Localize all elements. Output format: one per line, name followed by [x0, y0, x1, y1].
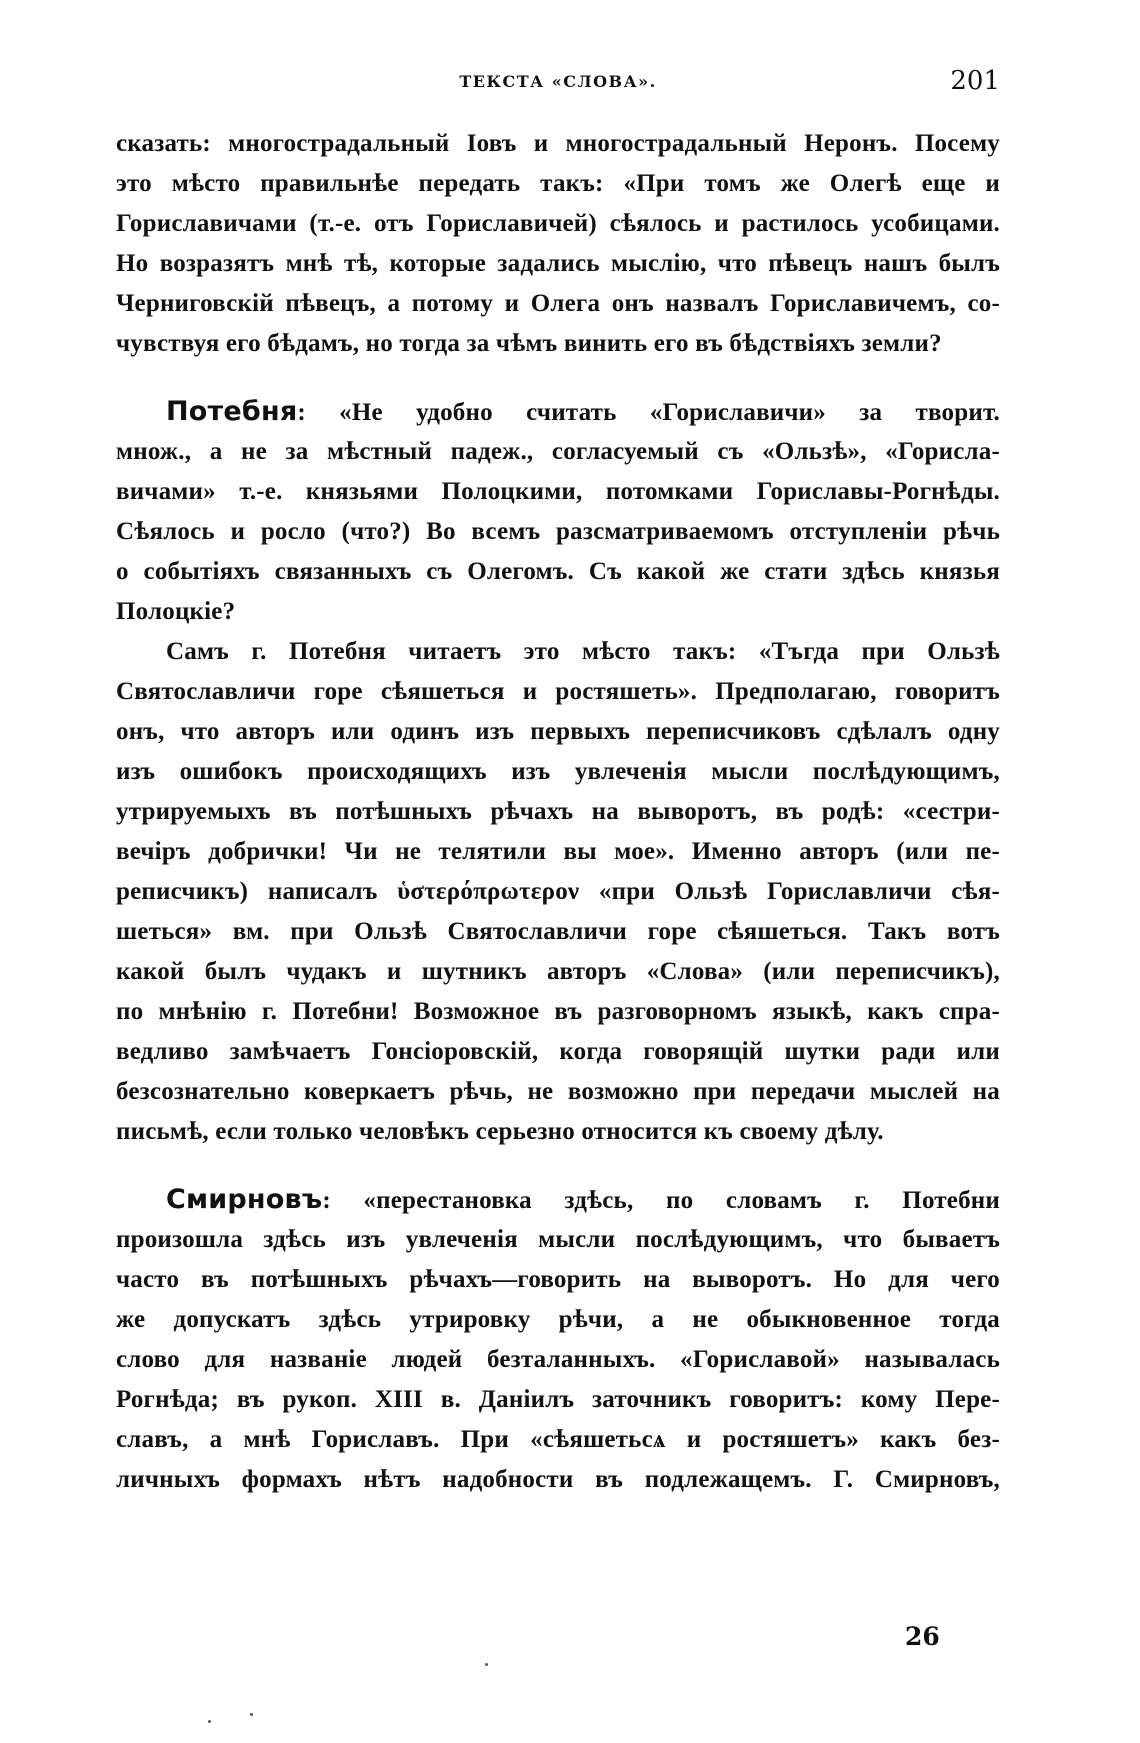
text-line: Полоцкіе? [116, 598, 236, 625]
text-line: чувствуя его бѣдамъ, но тогда за чѣмъ винить его въ бѣдствіяхъ земли? [116, 330, 942, 357]
paragraph-smirnov [116, 1180, 1000, 1500]
text-line: личныхъ формахъ нѣтъ надобности въ подлежащемъ. Г. Смирновъ, [116, 1466, 1000, 1493]
text-line: Святославличи горе сѣяшеться и ростяшеть». Предполагаю, говоритъ [116, 678, 1000, 705]
print-speck [250, 1713, 253, 1716]
page-number: 201 [950, 66, 1000, 96]
speaker-line-rest: : «Не удобно считать «Гориславичи» за творит. [297, 399, 1000, 426]
text-line: сказать: многострадальный Іовъ и многострадальный Неронъ. Посему [116, 130, 1000, 157]
text-line: слово для названіе людей безталанныхъ. «Гориславой» называлась [116, 1346, 1000, 1373]
text-line: онъ, что авторъ или одинъ изъ первыхъ переписчиковъ сдѣлалъ одну [116, 718, 1000, 745]
speaker-line [116, 392, 1000, 432]
paragraph-gap [116, 364, 1000, 392]
text-line: по мнѣнію г. Потебни! Возможное въ разговорномъ языкѣ, какъ спра- [116, 998, 1000, 1025]
text-line: же допускатъ здѣсь утрировку рѣчи, а не обыкновенное тогда [116, 1306, 1000, 1333]
text-line: письмѣ, если только человѣкъ серьезно относится къ своему дѣлу. [116, 1118, 884, 1145]
text-line: ведливо замѣчаетъ Гонсіоровскій, когда говорящій шутки ради или [116, 1038, 1000, 1065]
text-line: какой былъ чудакъ и шутникъ авторъ «Слова» (или переписчикъ), [116, 958, 1000, 985]
text-line: Самъ г. Потебня читаетъ это мѣсто такъ: «Тъгда при Ользѣ [166, 638, 1000, 665]
text-line: безсознательно коверкаетъ рѣчь, не возможно при передачи мыслей на [116, 1078, 1000, 1105]
text-line: шеться» вм. при Ользѣ Святославличи горе сѣяшеться. Такъ вотъ [116, 918, 1000, 945]
speaker-line [116, 1180, 1000, 1220]
text-line: вечіръ добрички! Чи не телятили вы мое». Именно авторъ (или пе- [116, 838, 1000, 865]
page-header [116, 66, 1000, 106]
text-line: вичами» т.-е. князьями Полоцкими, потомками Гориславы-Рогнѣды. [116, 478, 1000, 505]
text-line: изъ ошибокъ происходящихъ изъ увлеченія мысли послѣдующимъ, [116, 758, 1000, 785]
text-line: это мѣсто правильнѣе передать такъ: «При томъ же Олегѣ еще и [116, 170, 1000, 197]
text-line: Черниговскій пѣвецъ, а потому и Олега онъ назвалъ Гориславичемъ, со- [116, 290, 1000, 317]
body-text [116, 124, 1000, 1500]
text-line: о событіяхъ связанныхъ съ Олегомъ. Съ какой же стати здѣсь князья [116, 558, 1000, 585]
text-line: Но возразятъ мнѣ тѣ, которые задались мыслію, что пѣвецъ нашъ былъ [116, 250, 1000, 277]
text-line: Сѣялось и росло (что?) Во всемъ разсматриваемомъ отступленіи рѣчь [116, 518, 1000, 545]
text-line: славъ, а мнѣ Гориславъ. При «сѣяшетьсѧ и ростяшетъ» какъ без- [116, 1426, 1000, 1453]
speaker-name: Потебня [166, 396, 298, 427]
text-line: реписчикъ) написалъ ὑστερόπρωτερον «при Ользѣ Гориславличи сѣя- [116, 878, 1000, 905]
signature-mark: 26 [905, 1622, 940, 1651]
text-line: часто въ потѣшныхъ рѣчахъ—говорить на выворотъ. Но для чего [116, 1266, 1000, 1293]
running-title: ТЕКСТА «СЛОВА». [459, 72, 657, 91]
paragraph-1 [116, 124, 1000, 364]
paragraph-3 [116, 632, 1000, 1152]
text-line: множ., а не за мѣстный падеж., согласуемый съ «Ользѣ», «Горисла- [116, 438, 1000, 465]
print-speck [485, 1663, 488, 1666]
text-line: произошла здѣсь изъ увлеченія мысли послѣдующимъ, что бываетъ [116, 1226, 1000, 1253]
speaker-name: Смирновъ [166, 1184, 323, 1215]
speaker-line-rest: : «перестановка здѣсь, по словамъ г. Потебни [322, 1187, 1000, 1214]
paragraph-gap [116, 1152, 1000, 1180]
print-speck [208, 1720, 211, 1723]
text-line: Гориславичами (т.-е. отъ Гориславичей) сѣялось и растилось усобицами. [116, 210, 1000, 237]
text-line: утрируемыхъ въ потѣшныхъ рѣчахъ на выворотъ, въ родѣ: «сестри- [116, 798, 1000, 825]
text-line: Рогнѣда; въ рукоп. XIII в. Даніилъ заточникъ говоритъ: кому Пере- [116, 1386, 1000, 1413]
paragraph-potebnya [116, 392, 1000, 632]
